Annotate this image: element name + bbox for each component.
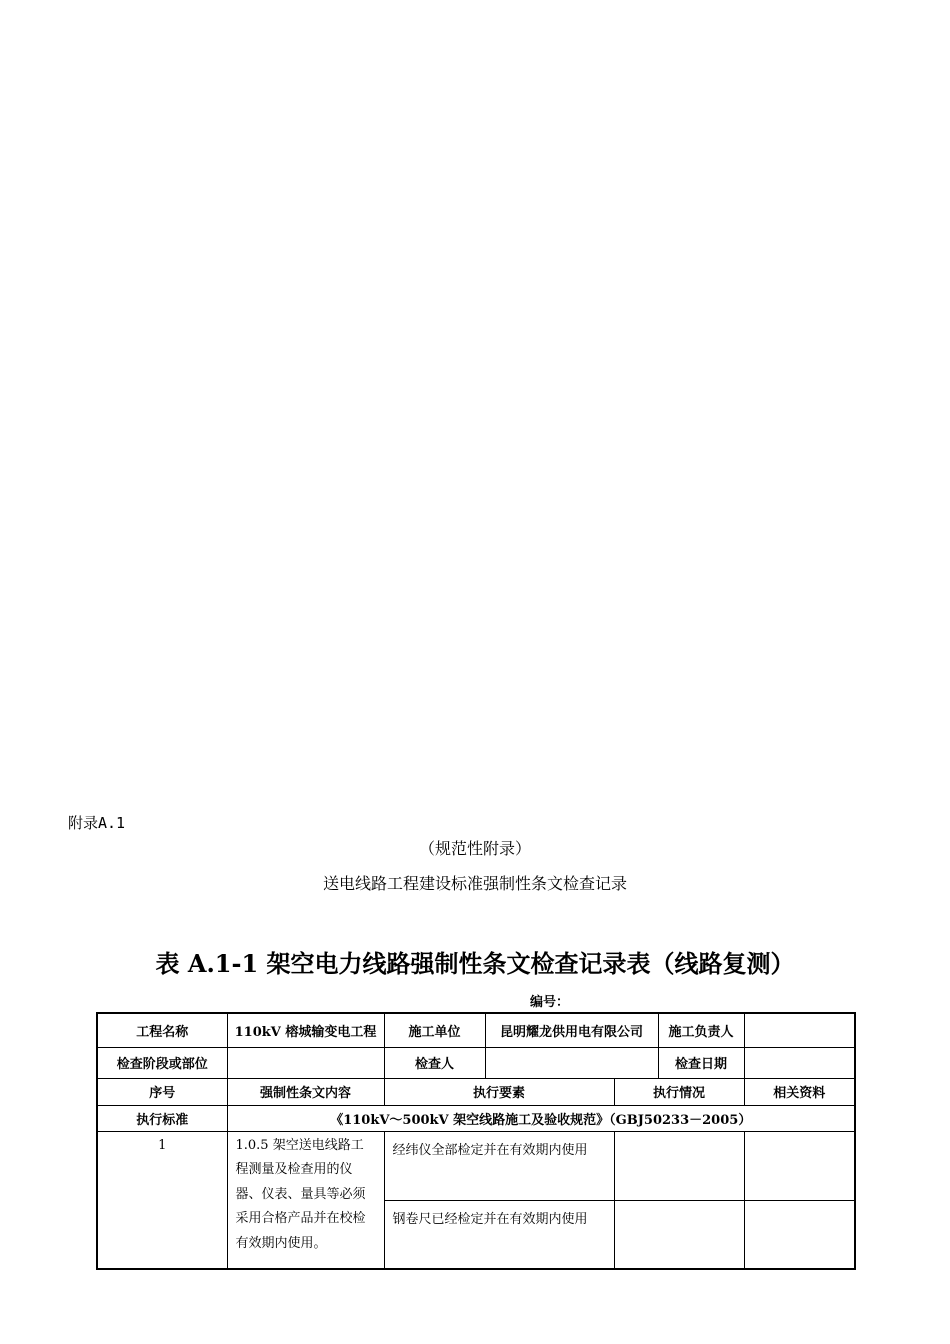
section-title: 送电线路工程建设标准强制性条文检查记录 [322,874,627,893]
construction-lead-label: 施工负责人 [658,1013,744,1047]
standard-label: 执行标准 [97,1105,227,1131]
normative-subtitle: （规范性附录） [418,839,531,858]
table-title: 表 A.1-1 架空电力线路强制性条文检查记录表（线路复测） [155,949,795,978]
record-number-label: 编号： [530,995,570,1010]
project-name-label: 工程名称 [97,1013,227,1047]
col-factors: 执行要素 [384,1078,614,1105]
inspection-record-table [96,1012,856,1270]
col-content: 强制性条文内容 [227,1078,384,1105]
col-seq: 序号 [97,1078,227,1105]
row-status-1 [614,1131,744,1200]
row-factor-2: 钢卷尺已经检定并在有效期内使用 [384,1200,614,1269]
row-materials-1 [744,1131,855,1200]
construction-lead-value [744,1013,855,1047]
date-label: 检查日期 [658,1047,744,1078]
col-materials: 相关资料 [744,1078,855,1105]
date-value [744,1047,855,1078]
row-materials-2 [744,1200,855,1269]
stage-label: 检查阶段或部位 [97,1047,227,1078]
project-info-row [97,1013,855,1047]
appendix-label: 附录A.1 [68,814,126,832]
inspection-info-row [97,1047,855,1078]
row-status-2 [614,1200,744,1269]
standard-value: 《110kV～500kV 架空线路施工及验收规范》（GBJ50233－2005） [227,1105,855,1131]
table-row [97,1131,855,1200]
construction-unit-label: 施工单位 [384,1013,485,1047]
column-header-row [97,1078,855,1105]
stage-value [227,1047,384,1078]
inspector-label: 检查人 [384,1047,485,1078]
row-content: 1.0.5 架空送电线路工程测量及检查用的仪器、仪表、量具等必须采用合格产品并在校检有效期内使用。 [227,1131,384,1269]
row-seq: 1 [97,1131,227,1269]
construction-unit-value: 昆明耀龙供用电有限公司 [485,1013,658,1047]
inspector-value [485,1047,658,1078]
col-status: 执行情况 [614,1078,744,1105]
project-name-value: 110kV 榕城输变电工程 [227,1013,384,1047]
row-factor-1: 经纬仪全部检定并在有效期内使用 [384,1131,614,1200]
standard-row [97,1105,855,1131]
